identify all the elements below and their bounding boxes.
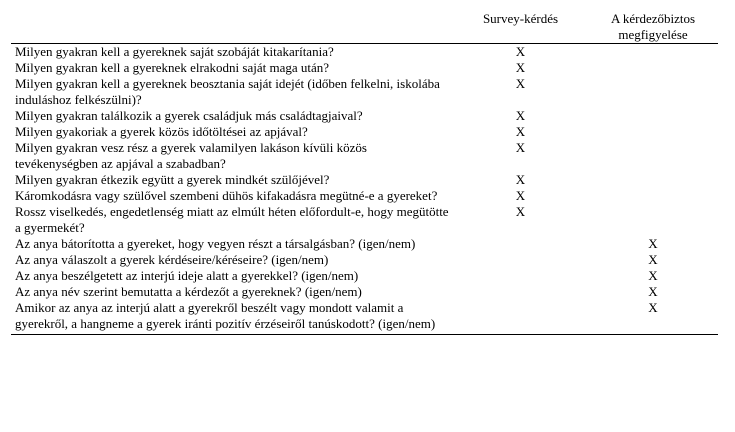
- survey-mark: X: [515, 204, 526, 219]
- question-cell: Milyen gyakran kell a gyereknek elrakodni saját maga után?: [15, 60, 330, 75]
- table-row: [11, 124, 718, 140]
- question-cell: Rossz viselkedés, engedetlenség miatt az elmúlt héten előfordult-e, hogy megütötte a gyermekét?: [15, 204, 449, 235]
- observation-mark: [588, 108, 718, 124]
- table-row: [11, 236, 718, 252]
- observation-mark: X: [648, 268, 658, 283]
- survey-mark: [453, 300, 588, 335]
- survey-mark: X: [515, 188, 526, 203]
- table-row: [11, 268, 718, 284]
- header-survey: Survey-kérdés: [453, 8, 588, 44]
- table-row: [11, 172, 718, 188]
- header-observation: A kérdezőbiztos megfigyelése: [588, 8, 718, 44]
- question-cell: Amikor az anya az interjú alatt a gyerekről beszélt vagy mondott valamit a gyerekről, a hangneme a gyerek iránti pozitív érzéseiről tanúskodott? (igen/nem): [15, 300, 436, 331]
- observation-mark: [588, 140, 718, 172]
- question-cell: Milyen gyakran vesz rész a gyerek valamilyen lakáson kívüli közös tevékenységben az apjával a szabadban?: [15, 140, 367, 171]
- table-row: [11, 76, 718, 108]
- table-row: [11, 140, 718, 172]
- table-row: [11, 284, 718, 300]
- table-row: [11, 60, 718, 76]
- survey-mark: [453, 268, 588, 284]
- question-cell: Káromkodásra vagy szülővel szembeni dühös kifakadásra megütné-e a gyereket?: [15, 188, 438, 203]
- question-cell: Az anya beszélgetett az interjú ideje alatt a gyerekkel? (igen/nem): [15, 268, 359, 283]
- table-row: [11, 252, 718, 268]
- table-row: [11, 44, 718, 61]
- survey-mark: [453, 236, 588, 252]
- question-cell: Milyen gyakran kell a gyereknek saját szobáját kitakarítania?: [15, 44, 334, 59]
- table-row: [11, 204, 718, 236]
- observation-mark: X: [648, 236, 658, 251]
- question-cell: Milyen gyakran étkezik együtt a gyerek mindkét szülőjével?: [15, 172, 330, 187]
- question-cell: Az anya bátorította a gyereket, hogy vegyen részt a társalgásban? (igen/nem): [15, 236, 416, 251]
- observation-mark: [588, 76, 718, 108]
- question-cell: Milyen gyakran kell a gyereknek beosztania saját idejét (időben felkelni, iskolába induláshoz felkészülni)?: [15, 76, 440, 107]
- survey-mark: [453, 284, 588, 300]
- question-cell: Az anya név szerint bemutatta a kérdezőt a gyereknek? (igen/nem): [15, 284, 362, 299]
- survey-mark: X: [515, 44, 526, 59]
- header-question: [11, 8, 453, 44]
- observation-mark: [588, 124, 718, 140]
- observation-mark: [588, 188, 718, 204]
- observation-mark: [588, 204, 718, 236]
- survey-mark: X: [515, 140, 526, 155]
- observation-mark: [588, 60, 718, 76]
- table-row: [11, 108, 718, 124]
- survey-mark: X: [515, 124, 526, 139]
- observation-mark: X: [648, 252, 658, 267]
- question-cell: Milyen gyakran találkozik a gyerek családjuk más családtagjaival?: [15, 108, 363, 123]
- question-cell: Milyen gyakoriak a gyerek közös időtöltései az apjával?: [15, 124, 308, 139]
- table-row: [11, 300, 718, 335]
- survey-mark: X: [515, 172, 526, 187]
- survey-mark: [453, 252, 588, 268]
- observation-mark: [588, 44, 718, 61]
- observation-mark: [588, 172, 718, 188]
- table-row: [11, 188, 718, 204]
- survey-mark: X: [515, 76, 526, 91]
- observation-mark: X: [648, 284, 658, 299]
- question-cell: Az anya válaszolt a gyerek kérdéseire/kéréseire? (igen/nem): [15, 252, 329, 267]
- survey-mark: X: [515, 60, 526, 75]
- survey-mark: X: [515, 108, 526, 123]
- header-row: [11, 8, 718, 44]
- observation-mark: X: [648, 300, 658, 315]
- question-source-table: [11, 8, 718, 335]
